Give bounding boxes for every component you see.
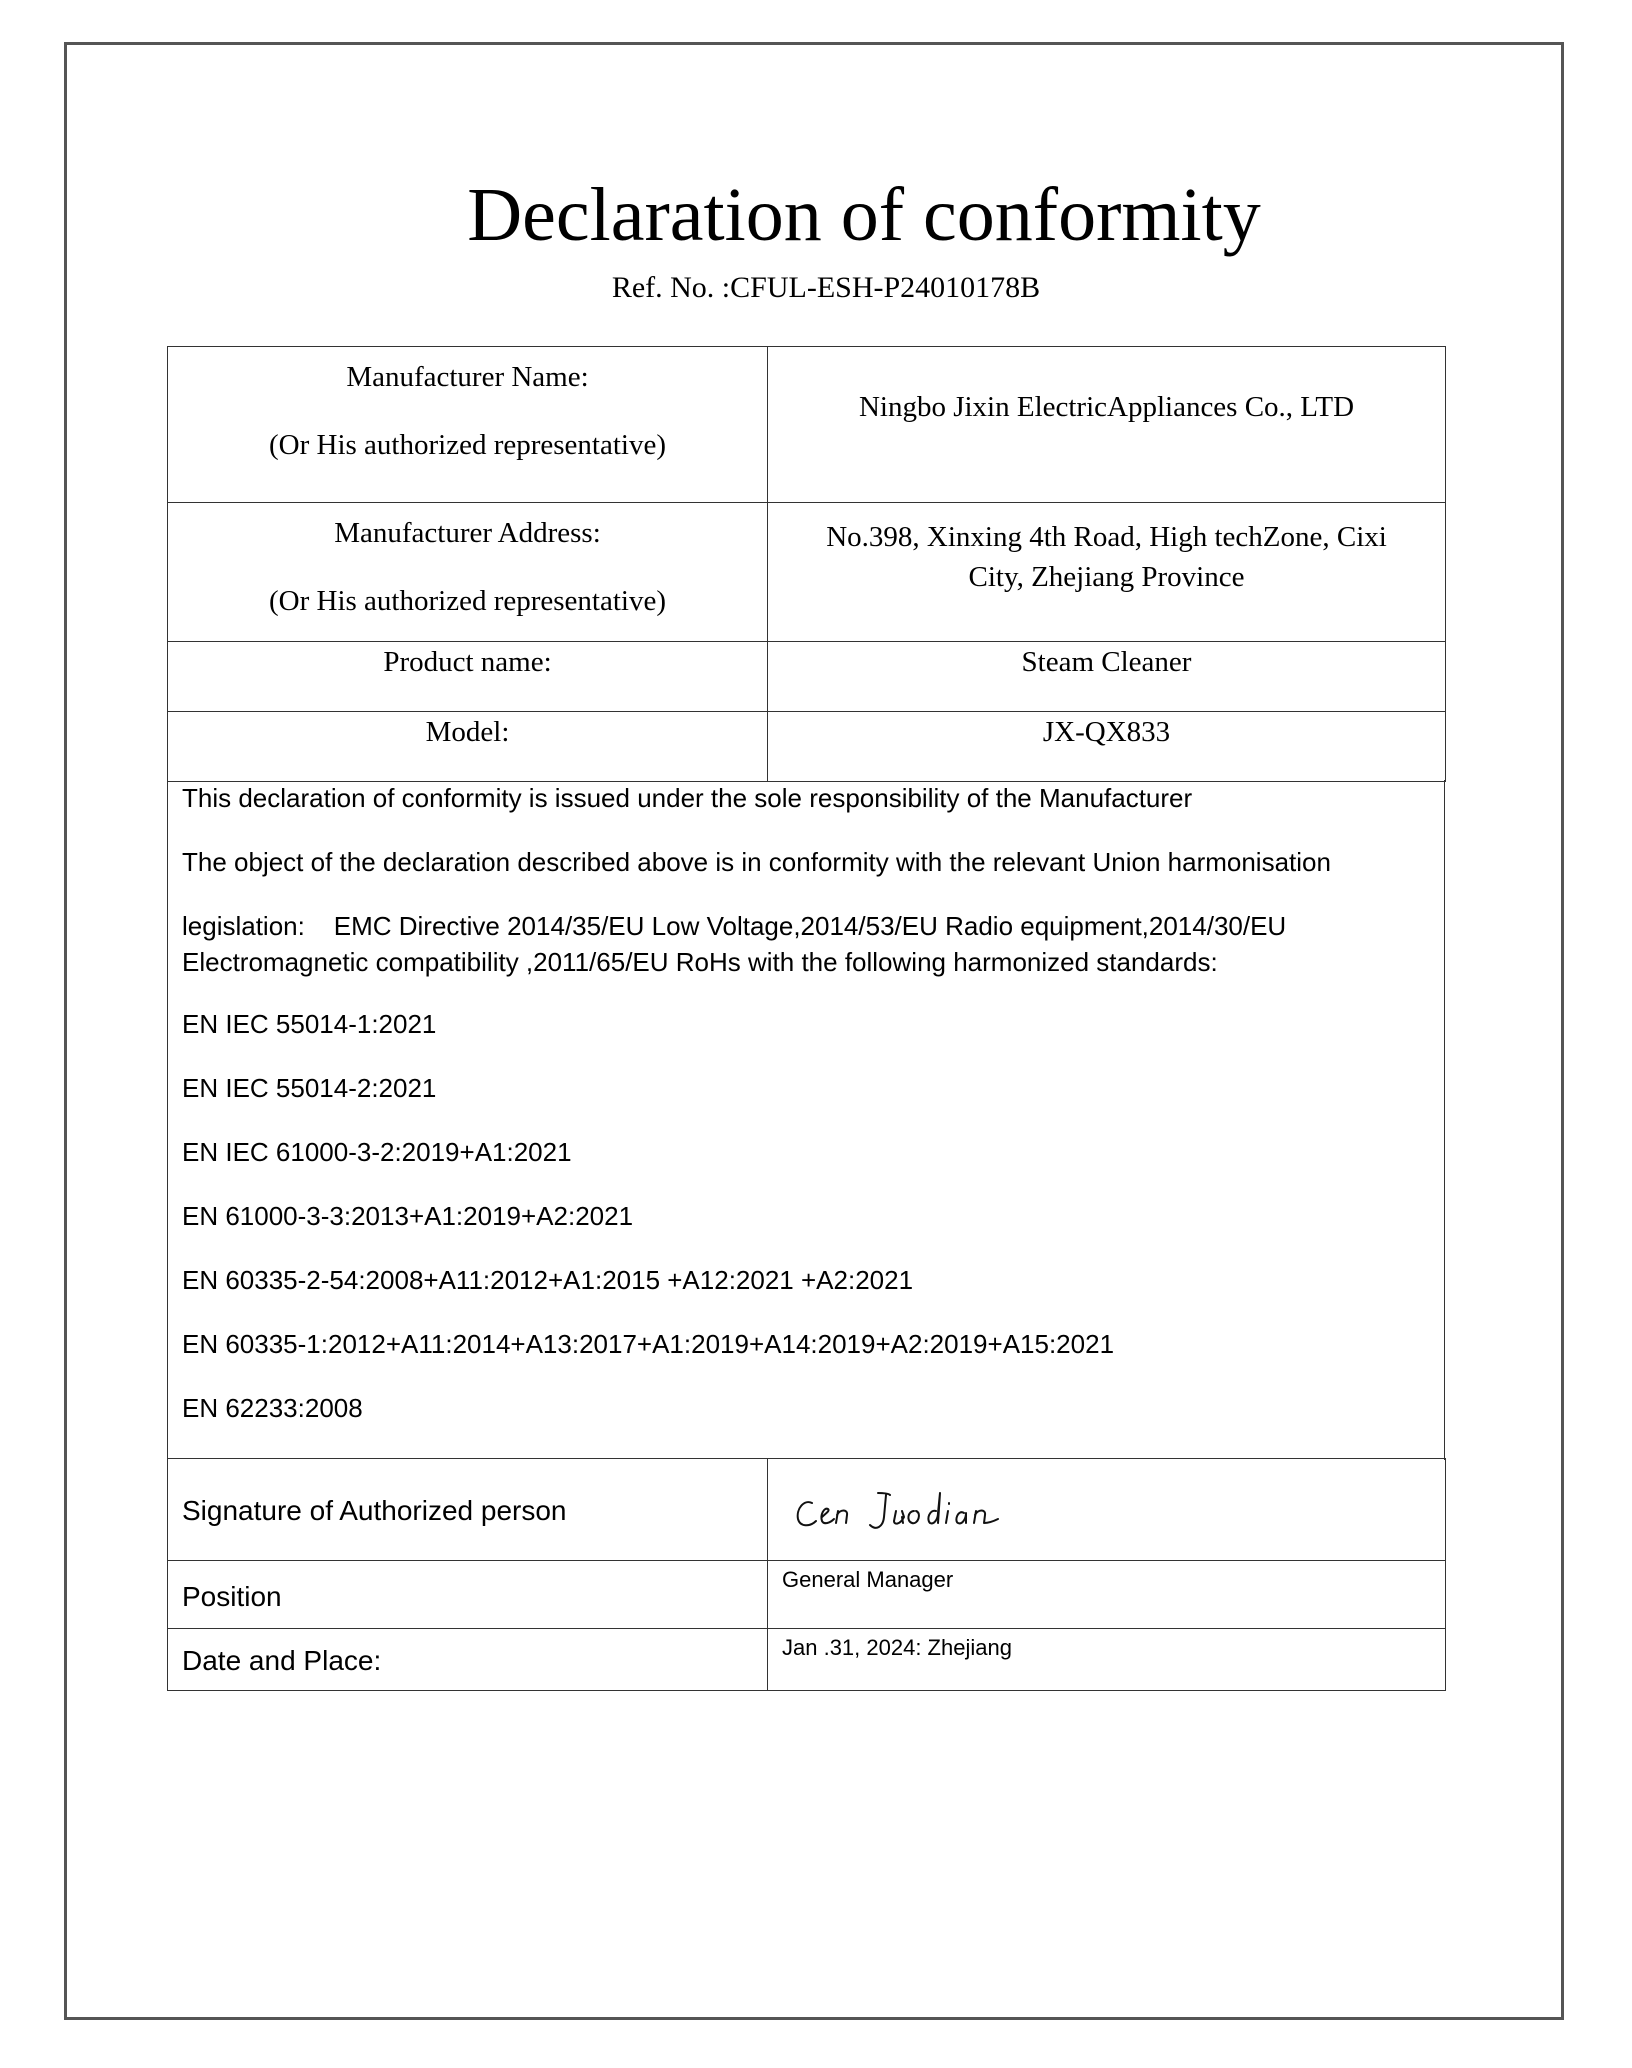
- manufacturer-name-sublabel: (Or His authorized representative): [269, 429, 666, 461]
- position-label: Position: [168, 1561, 768, 1629]
- declaration-text-block: [167, 780, 1445, 1460]
- ref-label: Ref. No. :: [611, 271, 731, 304]
- standard-item: EN 60335-2-54:2008+A11:2012+A1:2015 +A12:2021 +A2:2021: [182, 1265, 914, 1295]
- position-row: [168, 1561, 1446, 1629]
- manufacturer-name-label: Manufacturer Name:: [346, 361, 589, 393]
- date-place-label: Date and Place:: [168, 1629, 768, 1691]
- declaration-legislation-line2: Electromagnetic compatibility ,2011/65/EU RoHs with the following harmonized standards:: [182, 947, 1218, 977]
- document-title: Declaration of conformity: [467, 173, 1261, 257]
- standard-item: EN 61000-3-3:2013+A1:2019+A2:2021: [182, 1201, 634, 1231]
- product-name-row: [168, 642, 1446, 712]
- date-place-row: [168, 1629, 1446, 1691]
- declaration-legislation: [182, 908, 1432, 980]
- declaration-line-responsibility: This declaration of conformity is issued under the sole responsibility of the Manufacturer: [182, 783, 1193, 813]
- product-name-value: Steam Cleaner: [768, 642, 1446, 712]
- manufacturer-address-line1: No.398, Xinxing 4th Road, High techZone, Cixi: [826, 521, 1387, 553]
- declaration-legislation-line1: legislation: EMC Directive 2014/35/EU Low Voltage,2014/53/EU Radio equipment,2014/30/EU: [182, 911, 1287, 941]
- signature-row: [168, 1459, 1446, 1561]
- date-place-value: Jan .31, 2024: Zhejiang: [768, 1629, 1446, 1691]
- reference-number: [0, 270, 1632, 306]
- standard-item: EN IEC 55014-2:2021: [182, 1073, 437, 1103]
- standard-item: EN 62233:2008: [182, 1393, 363, 1423]
- handwritten-signature: [792, 1483, 1012, 1539]
- position-value: General Manager: [768, 1561, 1446, 1629]
- declaration-line-conformity: The object of the declaration described above is in conformity with the relevant Union harmonisation: [182, 847, 1331, 877]
- standard-item: EN IEC 61000-3-2:2019+A1:2021: [182, 1137, 572, 1167]
- standard-item: EN 60335-1:2012+A11:2014+A13:2017+A1:2019+A14:2019+A2:2019+A15:2021: [182, 1329, 1115, 1359]
- ref-value: CFUL-ESH-P24010178B: [730, 271, 1041, 304]
- signature-table: [167, 1458, 1446, 1691]
- manufacturer-address-sublabel: (Or His authorized representative): [269, 585, 666, 617]
- manufacturer-name-value: Ningbo Jixin ElectricAppliances Co., LTD: [768, 347, 1446, 503]
- manufacturer-address-label: Manufacturer Address:: [334, 517, 601, 549]
- signature-cell: [768, 1459, 1446, 1561]
- manufacturer-name-row: [168, 347, 1446, 503]
- manufacturer-info-table: [167, 346, 1446, 782]
- standard-item: EN IEC 55014-1:2021: [182, 1009, 437, 1039]
- product-name-label: Product name:: [168, 642, 768, 712]
- manufacturer-address-label-cell: [168, 503, 768, 642]
- manufacturer-name-label-cell: [168, 347, 768, 503]
- manufacturer-address-line2: City, Zhejiang Province: [968, 561, 1245, 593]
- model-label: Model:: [168, 712, 768, 782]
- model-row: [168, 712, 1446, 782]
- manufacturer-address-value: [768, 503, 1446, 642]
- signature-label: Signature of Authorized person: [168, 1459, 768, 1561]
- model-value: JX-QX833: [768, 712, 1446, 782]
- manufacturer-address-row: [168, 503, 1446, 642]
